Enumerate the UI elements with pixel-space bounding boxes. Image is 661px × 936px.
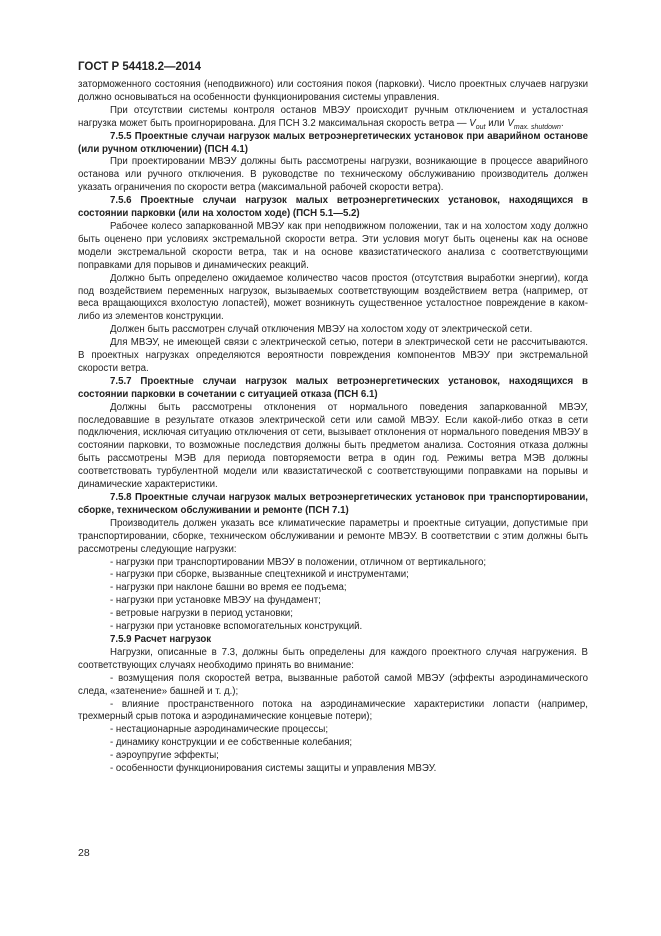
paragraph: Для МВЭУ, не имеющей связи с электрической сетью, потери в электрической сети не рассчитываются. В проектных нагрузках определяются вероятности повреждения компонентов МВЭУ при экстремальной скорости ветра. xyxy=(78,337,588,374)
paragraph: Должны быть рассмотрены отклонения от нормального поведения запаркованной МВЭУ, последовавшие в результате отказов электрической сети или самой МВЭУ. Если какой-либо отказ в сети подключения, исключая ситуацию отключения от сети, вызывает отклонения от нормального поведения МВЭУ в состоянии парковки, то возможные последствия должны быть предметом анализа. Состояния отказа должны быть рассмотрены МЭВ для периода повторяемости ветра в один год. Режимы ветра МЭВ должны соответствовать турбулентной модели или квазистатической с соответствующими поправками на порывы и динамические характеристики. xyxy=(78,401,588,491)
section-heading: 7.5.5 Проектные случаи нагрузок малых ветроэнергетических установок при аварийном останове (или ручном отключении) (ПСН 4.1) xyxy=(78,130,588,155)
paragraph: Должно быть определено ожидаемое количество часов простоя (отсутствия выработки энергии), когда под воздействием переменных нагрузок, вызываемых соответствующим воздействием ветра (например, от веса вращающихся вхолостую лопастей), может возникнуть существенное усталостное повреждение в каком-либо из элементов конструкции. xyxy=(78,272,588,323)
list-item: - нагрузки при транспортировании МВЭУ в положении, отличном от вертикального; xyxy=(110,556,487,568)
paragraph: При проектировании МВЭУ должны быть рассмотрены нагрузки, возникающие в процессе аварийного останова или ручного отключения. В руководстве по техническому обслуживанию производитель должен указать ограничения по скорости ветра (максимальной рабочей скорости ветра). xyxy=(78,156,588,194)
paragraph-text: . xyxy=(560,117,564,129)
list-item: - нагрузки при сборке, вызванные спецтехникой и инструментами; xyxy=(110,569,409,581)
formula-var: V xyxy=(469,117,476,129)
document-body xyxy=(78,79,588,776)
list-item: - особенности функционирования системы защиты и управления МВЭУ. xyxy=(110,763,437,775)
paragraph-text: или xyxy=(488,117,505,129)
list-item: - ветровые нагрузки в период установки; xyxy=(110,608,293,620)
list-item: - нестационарные аэродинамические процессы; xyxy=(110,724,329,736)
section-heading: 7.5.6 Проектные случаи нагрузок малых ветроэнергетических установок, находящихся в состоянии парковки (или на холостом ходе) (ПСН 5.1—5.2) xyxy=(78,195,588,220)
list-item: - влияние пространственного потока на аэродинамические характеристики лопасти (например, трехмерный срыв потока и аэродинамические концевые потери); xyxy=(78,698,588,723)
formula-sub: max. shutdown xyxy=(513,123,561,131)
section-heading: 7.5.8 Проектные случаи нагрузок малых ветроэнергетических установок при транспортировании, сборке, техническом обслуживании и ремонте (ПСН 7.1) xyxy=(78,492,588,516)
list-item: - возмущения поля скоростей ветра, вызванные работой самой МВЭУ (эффекты аэродинамического следа, «затенение» башней и т. д.); xyxy=(78,672,588,697)
paragraph: Нагрузки, описанные в 7.3, должны быть определены для каждого проектного случая нагружения. В соответствующих случаях необходимо принять во внимание: xyxy=(78,646,588,671)
paragraph-text: При отсутствии системы контроля останов МВЭУ происходит ручным отключением и усталостная нагрузка может быть проигнорирована. Для ПСН 3.2 максимальная скорость ветра — xyxy=(78,104,588,129)
formula-sub: out xyxy=(475,123,486,131)
paragraph: Производитель должен указать все климатические параметры и проектные ситуации, допустимые при транспортировании, сборке, техническом обслуживании и ремонте МВЭУ. В соответствии с этим должны быть рассмотрены следующие нагрузки: xyxy=(78,517,588,555)
paragraph: Рабочее колесо запаркованной МВЭУ как при неподвижном положении, так и на холостом ходу должно быть оценено при условиях экстремальной скорости ветра. Эти условия могут быть оценены как на основе модели экстремальной скорости ветра, так и на основе квазистатического анализа с соответствующими поправками для порывов и динамических реакций. xyxy=(78,220,588,271)
section-heading: 7.5.7 Проектные случаи нагрузок малых ветроэнергетических установок, находящихся в состоянии парковки в сочетании с ситуацией отказа (ПСН 6.1) xyxy=(78,375,588,400)
section-heading: 7.5.9 Расчет нагрузок xyxy=(110,633,212,645)
list-item: - аэроупругие эффекты; xyxy=(110,750,219,762)
list-item: - нагрузки при установке МВЭУ на фундамент; xyxy=(110,595,321,607)
list-item: - нагрузки при наклоне башни во время ее подъема; xyxy=(110,582,347,594)
document-header: ГОСТ Р 54418.2—2014 xyxy=(78,61,202,73)
list-item: - нагрузки при установке вспомогательных конструкций. xyxy=(110,621,363,633)
list-item: - динамику конструкции и ее собственные колебания; xyxy=(110,737,353,749)
paragraph: Должен быть рассмотрен случай отключения МВЭУ на холостом ходу от электрической сети. xyxy=(110,324,533,336)
paragraph: заторможенного состояния (неподвижного) или состояния покоя (парковки). Число проектных случаев нагрузки должно основываться на особенности функционирования системы управления. xyxy=(78,79,588,103)
formula-var: V xyxy=(507,117,514,129)
paragraph xyxy=(78,105,588,131)
page-number: 28 xyxy=(78,847,90,859)
